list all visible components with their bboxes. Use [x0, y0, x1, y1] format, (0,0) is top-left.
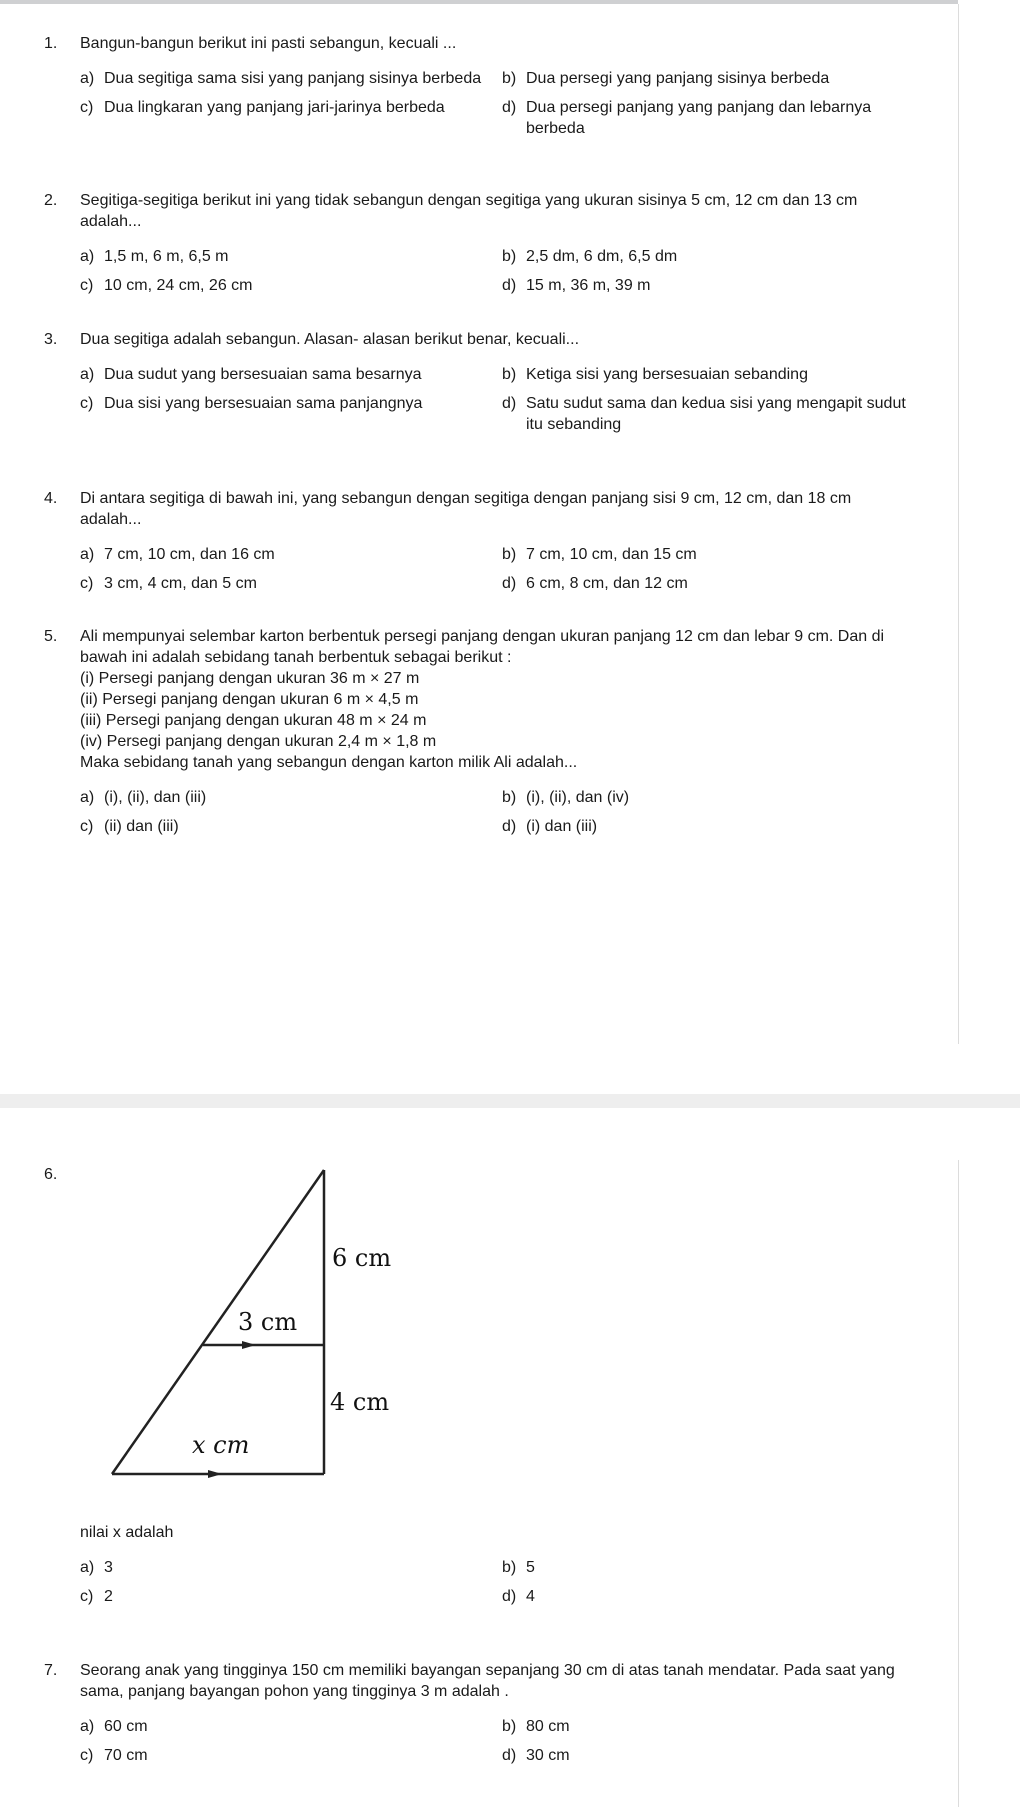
option-text: 3 cm, 4 cm, dan 5 cm [104, 575, 257, 592]
question-text: Di antara segitiga di bawah ini, yang sebangun dengan segitiga dengan panjang sisi 9 cm, 12 cm, dan 18 cm adalah... [80, 490, 852, 528]
option-label: c) [80, 395, 94, 412]
option-c[interactable] [80, 275, 502, 296]
option-label: a) [80, 1559, 95, 1576]
option-label: a) [80, 248, 95, 265]
option-text: 1,5 m, 6 m, 6,5 m [104, 248, 229, 265]
option-text: (i) dan (iii) [526, 818, 598, 835]
option-label: c) [80, 277, 94, 294]
options [80, 1557, 914, 1607]
question-number: 4. [44, 490, 58, 507]
option-text: Dua sudut yang bersesuaian sama besarnya [104, 366, 422, 383]
question-number: 3. [44, 331, 58, 348]
option-text: 10 cm, 24 cm, 26 cm [104, 277, 253, 294]
options [80, 1716, 914, 1766]
option-b[interactable] [502, 544, 914, 565]
option-text: Dua lingkaran yang panjang jari-jarinya berbeda [104, 99, 445, 116]
option-label: c) [80, 1588, 94, 1605]
option-a[interactable] [80, 787, 502, 808]
options [80, 544, 914, 594]
option-text: 6 cm, 8 cm, dan 12 cm [526, 575, 688, 592]
top-border [0, 0, 958, 4]
question-item: (iii) Persegi panjang dengan ukuran 48 m × 24 m [80, 712, 427, 729]
option-text: (i), (ii), dan (iii) [104, 789, 207, 806]
option-text: 15 m, 36 m, 39 m [526, 277, 651, 294]
option-label: c) [80, 1747, 94, 1764]
option-label: b) [502, 1718, 517, 1735]
option-text: Dua persegi yang panjang sisinya berbeda [526, 70, 830, 87]
option-text: Satu sudut sama dan kedua sisi yang mengapit sudut itu sebanding [526, 395, 906, 433]
question-text: nilai x adalah [80, 1524, 174, 1541]
option-d[interactable] [502, 275, 914, 296]
option-text: 2,5 dm, 6 dm, 6,5 dm [526, 248, 678, 265]
option-a[interactable] [80, 246, 502, 267]
option-b[interactable] [502, 68, 914, 89]
option-label: d) [502, 818, 517, 835]
option-c[interactable] [80, 97, 502, 139]
parallel-arrow-icon [208, 1470, 222, 1478]
question-text: Segitiga-segitiga berikut ini yang tidak sebangun dengan segitiga yang ukuran sisinya 5 cm, 12 cm dan 13 cm adalah... [80, 192, 858, 230]
option-text: 3 [104, 1559, 113, 1576]
option-label: d) [502, 395, 517, 412]
question-item: (iv) Persegi panjang dengan ukuran 2,4 m × 1,8 m [80, 733, 437, 750]
question-6 [44, 1522, 914, 1615]
option-a[interactable] [80, 1716, 502, 1737]
option-text: 80 cm [526, 1718, 570, 1735]
option-label: d) [502, 277, 517, 294]
option-text: 70 cm [104, 1747, 148, 1764]
option-label: b) [502, 1559, 517, 1576]
option-text: 4 [526, 1588, 535, 1605]
label-6cm: 6 cm [332, 1244, 392, 1272]
option-text: Ketiga sisi yang bersesuaian sebanding [526, 366, 808, 383]
question-number: 1. [44, 35, 58, 52]
option-text: Dua sisi yang bersesuaian sama panjangnya [104, 395, 423, 412]
option-label: c) [80, 575, 94, 592]
option-b[interactable] [502, 1716, 914, 1737]
option-label: a) [80, 546, 95, 563]
page-right-border [958, 4, 959, 1044]
option-a[interactable] [80, 1557, 502, 1578]
question-number: 6. [44, 1166, 58, 1183]
label-3cm: 3 cm [238, 1308, 298, 1336]
option-d[interactable] [502, 573, 914, 594]
option-label: a) [80, 366, 95, 383]
option-label: d) [502, 1747, 517, 1764]
option-text: 7 cm, 10 cm, dan 15 cm [526, 546, 697, 563]
option-b[interactable] [502, 364, 914, 385]
question-closing: Maka sebidang tanah yang sebangun dengan karton milik Ali adalah... [80, 754, 578, 771]
option-b[interactable] [502, 787, 914, 808]
option-a[interactable] [80, 364, 502, 385]
options [80, 68, 914, 139]
option-label: d) [502, 575, 517, 592]
question-7 [44, 1660, 914, 1774]
question-text: Bangun-bangun berikut ini pasti sebangun, kecuali ... [80, 35, 457, 52]
question-number: 7. [44, 1662, 58, 1679]
options [80, 364, 914, 435]
question-text: Dua segitiga adalah sebangun. Alasan- alasan berikut benar, kecuali... [80, 331, 580, 348]
question-number: 5. [44, 628, 58, 645]
option-label: b) [502, 366, 517, 383]
option-c[interactable] [80, 1745, 502, 1766]
option-d[interactable] [502, 393, 914, 435]
page-separator [0, 1094, 1020, 1108]
option-label: a) [80, 70, 95, 87]
option-c[interactable] [80, 573, 502, 594]
option-label: a) [80, 789, 95, 806]
option-label: a) [80, 1718, 95, 1735]
option-label: c) [80, 99, 94, 116]
option-c[interactable] [80, 816, 502, 837]
option-d[interactable] [502, 97, 914, 139]
question-item: (ii) Persegi panjang dengan ukuran 6 m × 4,5 m [80, 691, 419, 708]
option-a[interactable] [80, 544, 502, 565]
question-intro: Ali mempunyai selembar karton berbentuk persegi panjang dengan ukuran panjang 12 cm dan lebar 9 cm. Dan di bawah ini adalah sebidang tanah berbentuk sebagai berikut : [80, 628, 885, 666]
option-c[interactable] [80, 1586, 502, 1607]
page-right-border-2 [958, 1160, 959, 1807]
option-label: b) [502, 546, 517, 563]
option-label: b) [502, 248, 517, 265]
label-x-cm: x cm [192, 1431, 250, 1459]
question-3 [44, 329, 914, 443]
option-c[interactable] [80, 393, 502, 435]
parallel-arrow-icon [242, 1341, 256, 1349]
question-4 [44, 488, 914, 602]
question-text [80, 626, 914, 773]
option-label: b) [502, 789, 517, 806]
option-label: b) [502, 70, 517, 87]
option-text: Dua persegi panjang yang panjang dan lebarnya berbeda [526, 99, 872, 137]
option-text: 60 cm [104, 1718, 148, 1735]
option-a[interactable] [80, 68, 502, 89]
question-item: (i) Persegi panjang dengan ukuran 36 m × 27 m [80, 670, 420, 687]
option-text: 2 [104, 1588, 113, 1605]
option-b[interactable] [502, 1557, 914, 1578]
question-2 [44, 190, 914, 304]
option-d[interactable] [502, 816, 914, 837]
option-text: 5 [526, 1559, 535, 1576]
option-text: Dua segitiga sama sisi yang panjang sisinya berbeda [104, 70, 482, 87]
option-text: (i), (ii), dan (iv) [526, 789, 630, 806]
option-label: d) [502, 99, 517, 116]
option-label: d) [502, 1588, 517, 1605]
option-b[interactable] [502, 246, 914, 267]
option-d[interactable] [502, 1745, 914, 1766]
option-d[interactable] [502, 1586, 914, 1607]
triangle-figure [96, 1160, 426, 1490]
option-label: c) [80, 818, 94, 835]
question-number: 2. [44, 192, 58, 209]
option-text: 30 cm [526, 1747, 570, 1764]
question-5 [44, 626, 914, 845]
label-4cm: 4 cm [330, 1388, 390, 1416]
triangle-diagram [96, 1160, 426, 1490]
option-text: 7 cm, 10 cm, dan 16 cm [104, 546, 275, 563]
options [80, 246, 914, 296]
option-text: (ii) dan (iii) [104, 818, 179, 835]
question-1 [44, 33, 914, 147]
options [80, 787, 914, 837]
question-text: Seorang anak yang tingginya 150 cm memiliki bayangan sepanjang 30 cm di atas tanah mendatar. Pada saat yang sama, panjang bayangan pohon yang tingginya 3 m adalah . [80, 1662, 895, 1700]
